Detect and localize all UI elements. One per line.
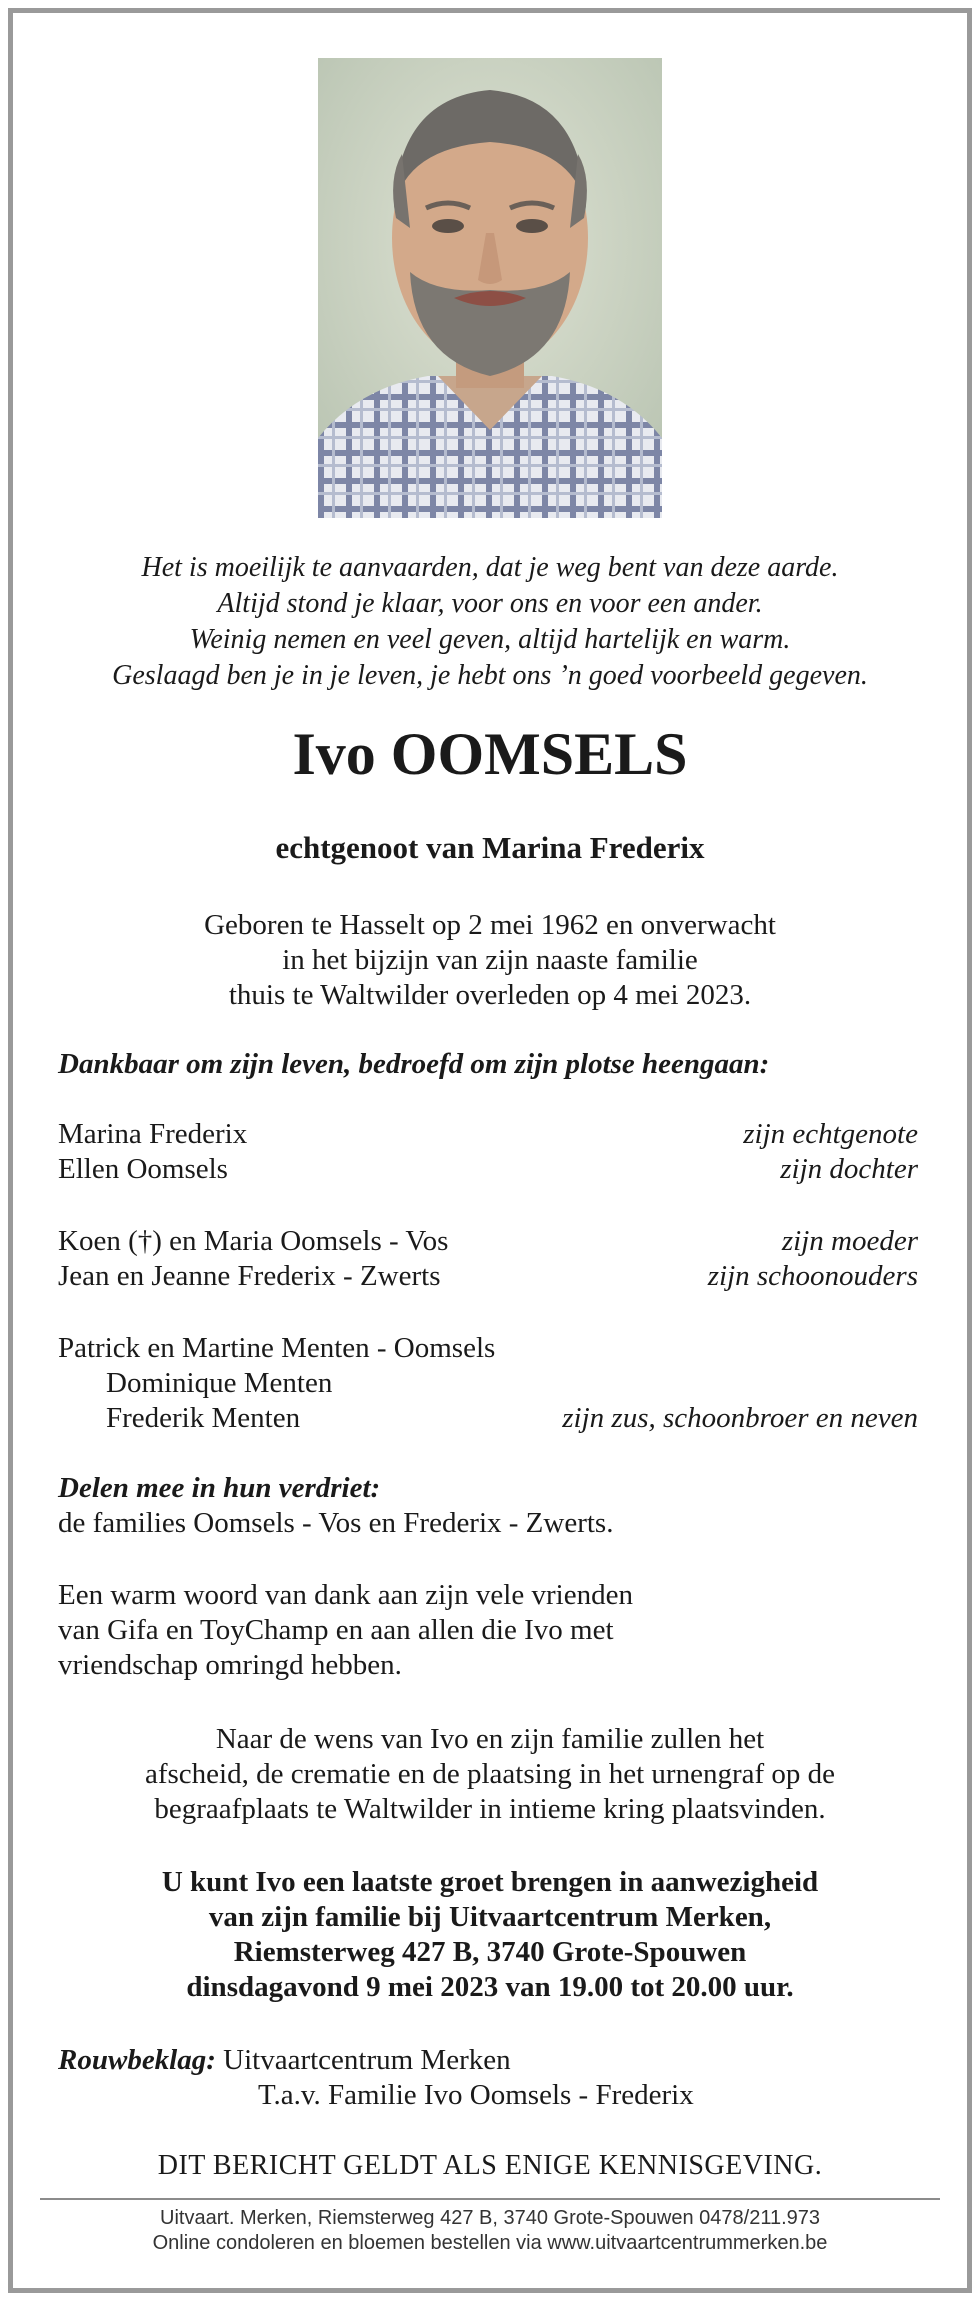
visit-line: dinsdagavond 9 mei 2023 van 19.00 tot 20.00 uur. <box>186 1971 794 2003</box>
thanks-line: van Gifa en ToyChamp en aan allen die Ivo met <box>58 1614 614 1646</box>
family-relation: zijn moeder <box>781 1225 918 1257</box>
family-member-name: Koen (†) en Maria Oomsels - Vos <box>58 1225 449 1257</box>
share-grief <box>58 1471 613 1541</box>
poem <box>40 550 940 694</box>
share-text: de families Oomsels - Vos en Frederix - Zwerts. <box>58 1507 614 1539</box>
family-relation: zijn echtgenote <box>743 1118 918 1150</box>
spouse-line: echtgenoot van Marina Frederix <box>275 830 705 865</box>
thanks-paragraph <box>58 1578 633 1683</box>
family-group-2 <box>58 1224 918 1294</box>
poem-line: Geslaagd ben je in je leven, je hebt ons ’n goed voorbeeld gegeven. <box>112 660 868 691</box>
footer-line: Uitvaart. Merken, Riemsterweg 427 B, 3740 Grote-Spouwen 0478/211.973 <box>160 2207 820 2229</box>
family-member-name: Dominique Menten <box>106 1367 333 1399</box>
grateful-heading: Dankbaar om zijn leven, bedroefd om zijn plotse heengaan: <box>58 1048 770 1080</box>
wish-line: Naar de wens van Ivo en zijn familie zullen het <box>215 1723 765 1755</box>
condolence-address <box>58 2043 694 2113</box>
family-row <box>58 1224 918 1259</box>
thanks-line: vriendschap omringd hebben. <box>58 1649 402 1681</box>
family-relation: zijn dochter <box>780 1153 918 1185</box>
born-line: Geboren te Hasselt op 2 mei 1962 en onverwacht <box>204 909 776 941</box>
family-member-name: Ellen Oomsels <box>58 1153 228 1185</box>
footer-line: Online condoleren en bloemen bestellen via www.uitvaartcentrummerken.be <box>152 2232 828 2254</box>
family-row <box>58 1401 918 1436</box>
family-row <box>58 1117 918 1152</box>
birth-death-info <box>0 908 980 1013</box>
family-member-name: Patrick en Martine Menten - Oomsels <box>58 1332 496 1364</box>
footer-divider <box>40 2198 940 2200</box>
poem-line: Weinig nemen en veel geven, altijd hartelijk en warm. <box>189 624 791 655</box>
visit-line: van zijn familie bij Uitvaartcentrum Merken, <box>208 1901 772 1933</box>
share-heading: Delen mee in hun verdriet: <box>58 1472 381 1504</box>
family-group-1 <box>58 1117 918 1187</box>
family-member-name: Frederik Menten <box>106 1402 301 1434</box>
official-notice: DIT BERICHT GELDT ALS ENIGE KENNISGEVING. <box>157 2150 823 2181</box>
family-row <box>58 1152 918 1187</box>
wish-line: begraafplaats te Waltwilder in intieme kring plaatsvinden. <box>154 1793 826 1825</box>
rouwbeklag-line2: T.a.v. Familie Ivo Oomsels - Frederix <box>258 2079 694 2111</box>
family-relation: zijn schoonouders <box>707 1260 918 1292</box>
family-member-name: Jean en Jeanne Frederix - Zwerts <box>58 1260 441 1292</box>
visitation-info <box>0 1865 980 2005</box>
visit-line: Riemsterweg 427 B, 3740 Grote-Spouwen <box>233 1936 747 1968</box>
visit-line: U kunt Ivo een laatste groet brengen in aanwezigheid <box>161 1866 819 1898</box>
footer <box>0 2206 980 2256</box>
deceased-name: Ivo OOMSELS <box>292 721 688 787</box>
rouwbeklag-label: Rouwbeklag: <box>58 2044 216 2076</box>
wish-line: afscheid, de crematie en de plaatsing in het urnengraf op de <box>144 1758 836 1790</box>
family-group-3 <box>58 1331 918 1436</box>
portrait-illustration <box>318 58 662 518</box>
wish-paragraph <box>0 1722 980 1827</box>
family-row <box>58 1259 918 1294</box>
born-line: thuis te Waltwilder overleden op 4 mei 2023. <box>228 979 752 1011</box>
family-row <box>58 1331 918 1366</box>
thanks-line: Een warm woord van dank aan zijn vele vrienden <box>58 1579 633 1611</box>
born-line: in het bijzijn van zijn naaste familie <box>282 944 698 976</box>
rouwbeklag-line1: Uitvaartcentrum Merken <box>215 2044 511 2076</box>
family-member-name: Marina Frederix <box>58 1118 248 1150</box>
poem-line: Altijd stond je klaar, voor ons en voor een ander. <box>217 588 763 619</box>
family-relation: zijn zus, schoonbroer en neven <box>562 1402 918 1434</box>
portrait-photo <box>318 58 662 518</box>
family-row <box>58 1366 918 1401</box>
poem-line: Het is moeilijk te aanvaarden, dat je weg bent van deze aarde. <box>141 552 839 583</box>
